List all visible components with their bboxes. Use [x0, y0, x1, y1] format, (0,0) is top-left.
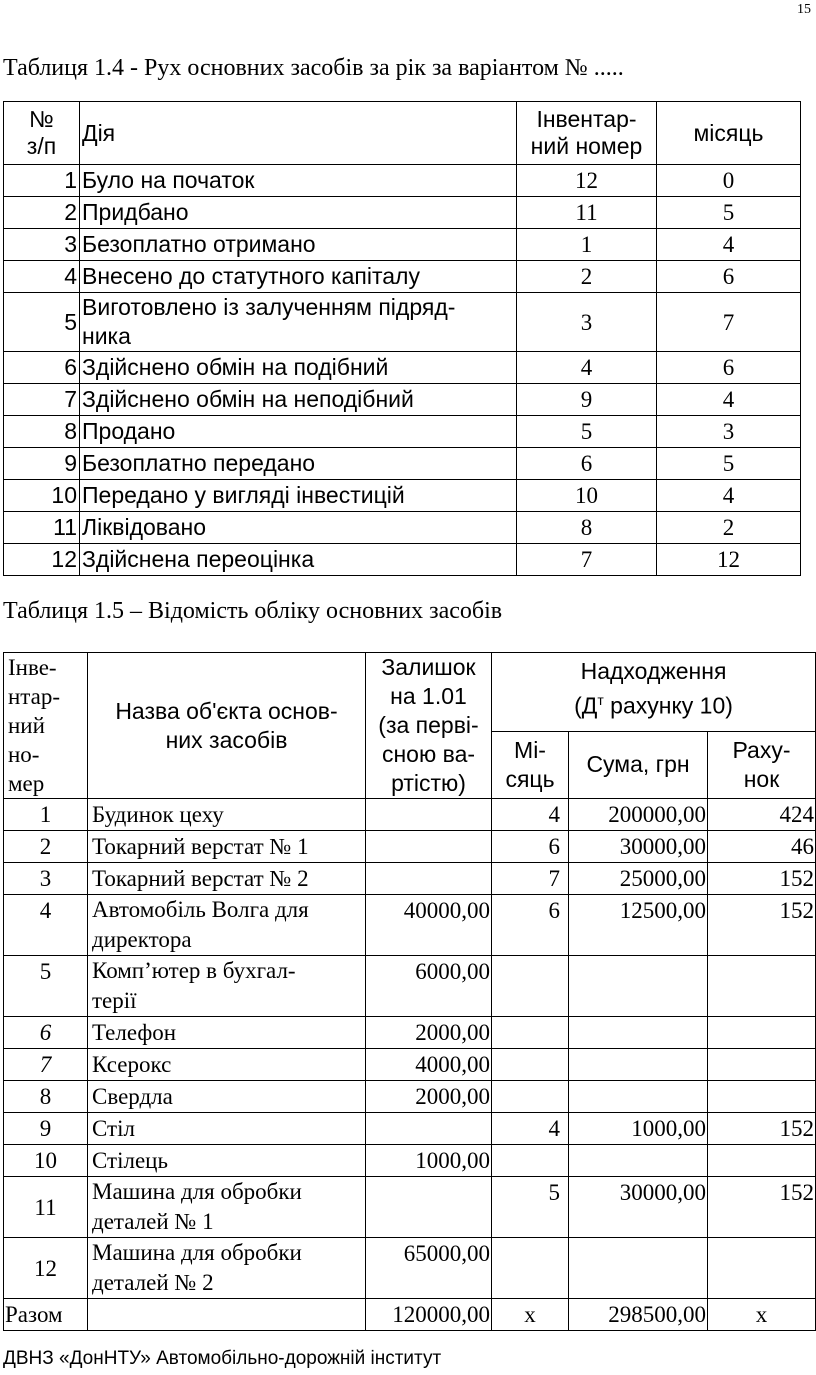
row-month: 2: [657, 512, 801, 544]
row-month: 6: [657, 352, 801, 384]
header-inventory: [4, 653, 88, 799]
row-action-text-cont: ника: [82, 323, 131, 349]
header-balance: [366, 653, 492, 799]
table-1-5-caption: Таблиця 1.5 – Відомість обліку основних засобів: [3, 598, 503, 624]
row-inventory-number: 6: [4, 1017, 88, 1049]
header-receipt-line1: Надходження: [580, 658, 727, 684]
row-action-text: Ліквідовано: [82, 514, 207, 540]
row-balance: [366, 1177, 492, 1238]
header-month-line: сяць: [505, 765, 555, 792]
row-balance: 40000,00: [366, 895, 492, 956]
row-month: 4: [492, 1113, 569, 1145]
row-action: [80, 165, 517, 197]
table-row: [4, 197, 801, 229]
row-number: 7: [4, 384, 80, 416]
row-inventory: 4: [517, 352, 657, 384]
row-sum: 30000,00: [569, 831, 708, 863]
row-asset-name-text: Стіл: [92, 1115, 135, 1141]
row-number: 4: [4, 261, 80, 293]
row-action: [80, 352, 517, 384]
row-action: [80, 293, 517, 352]
row-action: [80, 416, 517, 448]
row-account: 152: [708, 1113, 816, 1145]
row-asset-name-text: Автомобіль Волга для: [92, 897, 309, 922]
table-row: [4, 1238, 816, 1299]
row-asset-name-text: Ксерокс: [92, 1051, 172, 1077]
row-inventory-number: 1: [4, 799, 88, 831]
row-inventory-number: 5: [4, 956, 88, 1017]
row-account: [708, 1081, 816, 1113]
row-asset-name: [88, 895, 366, 956]
row-balance: [366, 863, 492, 895]
table-1-4: [3, 101, 801, 576]
table-1-4-header-row: [4, 102, 801, 165]
row-action: [80, 197, 517, 229]
row-action-text: Продано: [82, 418, 176, 444]
table-row: [4, 1049, 816, 1081]
total-name-empty: [88, 1299, 366, 1331]
row-asset-name: [88, 863, 366, 895]
row-balance: 4000,00: [366, 1049, 492, 1081]
row-asset-name-cont: терії: [92, 988, 137, 1013]
table-row: [4, 1017, 816, 1049]
row-month: 0: [657, 165, 801, 197]
row-asset-name: [88, 1049, 366, 1081]
row-account: [708, 1017, 816, 1049]
table-row: [4, 165, 801, 197]
header-num-line1: №: [29, 106, 54, 132]
header-month-line: Мі-: [514, 736, 546, 763]
total-account: х: [708, 1299, 816, 1331]
row-inventory-number: 2: [4, 831, 88, 863]
row-month: [492, 1145, 569, 1177]
row-asset-name: [88, 1017, 366, 1049]
total-balance: 120000,00: [366, 1299, 492, 1331]
row-inventory: 5: [517, 416, 657, 448]
header-name-line: них засобів: [165, 726, 288, 753]
row-month: [492, 1049, 569, 1081]
row-action-text: Здійснено обмін на неподібний: [82, 386, 414, 412]
row-account: 46: [708, 831, 816, 863]
header-balance-line: на 1.01: [390, 683, 467, 709]
row-number: 8: [4, 416, 80, 448]
row-month: 4: [492, 799, 569, 831]
header-balance-line: сною ва-: [381, 741, 476, 767]
row-action: [80, 480, 517, 512]
row-account: [708, 1049, 816, 1081]
table-row: [4, 229, 801, 261]
row-month: 4: [657, 480, 801, 512]
header-receipt-line2: [496, 686, 811, 721]
row-month: 7: [657, 293, 801, 352]
row-action-text: Безоплатно отримано: [82, 231, 316, 257]
row-month: 7: [492, 863, 569, 895]
table-row: [4, 352, 801, 384]
table-row: [4, 544, 801, 576]
row-asset-name-cont: директора: [92, 927, 192, 952]
row-inventory-number: 8: [4, 1081, 88, 1113]
row-inventory-number: 7: [4, 1049, 88, 1081]
row-action: [80, 448, 517, 480]
page-number: 15: [797, 2, 811, 17]
row-inventory: 8: [517, 512, 657, 544]
row-month: [492, 1017, 569, 1049]
table-row: [4, 1113, 816, 1145]
row-balance: [366, 1113, 492, 1145]
table-row: [4, 831, 816, 863]
row-asset-name-text: Свердла: [92, 1083, 173, 1109]
row-balance: 2000,00: [366, 1081, 492, 1113]
row-inventory: 9: [517, 384, 657, 416]
row-asset-name: [88, 1113, 366, 1145]
row-inventory: 2: [517, 261, 657, 293]
row-inventory-number: 4: [4, 895, 88, 956]
row-asset-name-text: Токарний верстат № 1: [92, 833, 309, 859]
table-row: [4, 1145, 816, 1177]
row-inventory-number: 12: [4, 1238, 88, 1299]
row-number: 3: [4, 229, 80, 261]
row-sum: 25000,00: [569, 863, 708, 895]
row-asset-name: [88, 1238, 366, 1299]
row-asset-name-text: Стілець: [92, 1147, 168, 1173]
header-balance-line: ртістю): [391, 770, 466, 796]
total-sum: 298500,00: [569, 1299, 708, 1331]
header-name-line: Назва об'єкта основ-: [115, 697, 338, 724]
header-receipt: [492, 653, 816, 732]
table-row: [4, 480, 801, 512]
row-month: 12: [657, 544, 801, 576]
header-name: [88, 653, 366, 799]
header-sum: Сума, грн: [569, 731, 708, 798]
row-sum: [569, 1238, 708, 1299]
row-asset-name-cont: деталей № 2: [92, 1270, 214, 1295]
table-row: [4, 261, 801, 293]
row-month: [492, 1081, 569, 1113]
row-month: 5: [492, 1177, 569, 1238]
header-account-line: нок: [743, 765, 780, 792]
row-action-text: Внесено до статутного капіталу: [82, 263, 420, 289]
row-account: [708, 956, 816, 1017]
row-action: [80, 261, 517, 293]
row-sum: [569, 1081, 708, 1113]
row-number: 6: [4, 352, 80, 384]
row-sum: [569, 1145, 708, 1177]
row-asset-name-cont: деталей № 1: [92, 1209, 214, 1234]
row-month: 5: [657, 197, 801, 229]
header-account-line: Раху-: [732, 736, 791, 763]
row-number: 1: [4, 165, 80, 197]
row-month: 4: [657, 229, 801, 261]
row-action-text: Здійснено обмін на подібний: [82, 354, 389, 380]
row-inventory-number: 11: [4, 1177, 88, 1238]
row-asset-name-text: Машина для обробки: [92, 1240, 302, 1265]
header-action: Дія: [80, 102, 517, 165]
row-action-text: Передано у вигляді інвестицій: [82, 482, 405, 508]
total-row: [4, 1299, 816, 1331]
table-row: [4, 293, 801, 352]
row-asset-name: [88, 1145, 366, 1177]
row-sum: 30000,00: [569, 1177, 708, 1238]
row-action-text: Безоплатно передано: [82, 450, 316, 476]
row-sum: 12500,00: [569, 895, 708, 956]
row-sum: 200000,00: [569, 799, 708, 831]
row-number: 11: [4, 512, 80, 544]
row-asset-name: [88, 956, 366, 1017]
header-account: [708, 731, 816, 798]
row-balance: 2000,00: [366, 1017, 492, 1049]
row-month: 4: [657, 384, 801, 416]
total-label: Разом: [4, 1299, 88, 1331]
row-account: [708, 1238, 816, 1299]
footer-institute: ДВНЗ «ДонНТУ» Автомобільно-дорожній інститут: [3, 1348, 442, 1369]
row-account: 424: [708, 799, 816, 831]
row-balance: 65000,00: [366, 1238, 492, 1299]
header-inv-line: ний: [8, 713, 45, 738]
header-num: [4, 102, 80, 165]
header-balance-line: (за перві-: [378, 712, 479, 738]
row-action: [80, 544, 517, 576]
row-inventory: 11: [517, 197, 657, 229]
row-number: 12: [4, 544, 80, 576]
table-row: [4, 448, 801, 480]
table-1-5: [3, 652, 816, 1331]
header-inv-line: нтар-: [8, 684, 61, 709]
header-balance-line: Залишок: [381, 654, 476, 680]
row-number: 5: [4, 293, 80, 352]
row-month: [492, 956, 569, 1017]
header-inventory: [517, 102, 657, 165]
table-row: [4, 1177, 816, 1238]
row-month: 6: [657, 261, 801, 293]
header-inv-line: мер: [8, 771, 45, 796]
header-inv-line: но-: [8, 742, 40, 767]
row-account: 152: [708, 1177, 816, 1238]
row-asset-name: [88, 799, 366, 831]
row-action: [80, 384, 517, 416]
header-inv-line: Інве-: [8, 655, 57, 680]
row-number: 9: [4, 448, 80, 480]
table-row: [4, 863, 816, 895]
header-num-line2: з/п: [26, 133, 57, 159]
row-asset-name-text: Машина для обробки: [92, 1179, 302, 1204]
row-action-text: Було на початок: [82, 167, 255, 193]
row-month: 5: [657, 448, 801, 480]
row-asset-name: [88, 831, 366, 863]
row-sum: [569, 956, 708, 1017]
row-asset-name-text: Токарний верстат № 2: [92, 865, 309, 891]
row-inventory: 1: [517, 229, 657, 261]
row-month: [492, 1238, 569, 1299]
receipt-account: рахунку 10): [603, 692, 733, 719]
row-number: 2: [4, 197, 80, 229]
row-inventory-number: 3: [4, 863, 88, 895]
receipt-debit-sup: т: [597, 692, 604, 708]
row-asset-name-text: Будинок цеху: [92, 801, 224, 827]
header-month: [492, 731, 569, 798]
row-inventory: 3: [517, 293, 657, 352]
row-balance: 1000,00: [366, 1145, 492, 1177]
row-month: 6: [492, 831, 569, 863]
row-balance: 6000,00: [366, 956, 492, 1017]
row-account: 152: [708, 895, 816, 956]
row-sum: [569, 1049, 708, 1081]
row-action: [80, 512, 517, 544]
row-action-text: Виготовлено із залученням підряд-: [82, 294, 456, 320]
row-inventory-number: 9: [4, 1113, 88, 1145]
row-balance: [366, 799, 492, 831]
row-account: 152: [708, 863, 816, 895]
row-sum: 1000,00: [569, 1113, 708, 1145]
row-balance: [366, 831, 492, 863]
receipt-debit: (Д: [574, 692, 598, 719]
row-asset-name-text: Телефон: [92, 1019, 177, 1045]
table-1-4-caption: Таблиця 1.4 - Рух основних засобів за рік за варіантом № .....: [3, 55, 624, 81]
table-row: [4, 956, 816, 1017]
row-asset-name: [88, 1177, 366, 1238]
row-inventory-number: 10: [4, 1145, 88, 1177]
row-account: [708, 1145, 816, 1177]
table-row: [4, 895, 816, 956]
table-row: [4, 416, 801, 448]
table-row: [4, 799, 816, 831]
row-asset-name-text: Комп’ютер в бухгал-: [92, 958, 296, 983]
table-row: [4, 512, 801, 544]
row-action-text: Здійснена переоцінка: [82, 546, 315, 572]
row-action: [80, 229, 517, 261]
row-inventory: 7: [517, 544, 657, 576]
header-month: місяць: [657, 102, 801, 165]
row-asset-name: [88, 1081, 366, 1113]
row-inventory: 12: [517, 165, 657, 197]
header-inventory-line1: Інвентар-: [536, 106, 637, 132]
row-inventory: 6: [517, 448, 657, 480]
header-inventory-line2: ний номер: [530, 133, 643, 159]
table-row: [4, 384, 801, 416]
table-1-5-header-row-1: [4, 653, 816, 732]
row-number: 10: [4, 480, 80, 512]
row-month: 3: [657, 416, 801, 448]
row-inventory: 10: [517, 480, 657, 512]
row-action-text: Придбано: [82, 199, 189, 225]
row-month: 6: [492, 895, 569, 956]
total-month: х: [492, 1299, 569, 1331]
table-row: [4, 1081, 816, 1113]
row-sum: [569, 1017, 708, 1049]
